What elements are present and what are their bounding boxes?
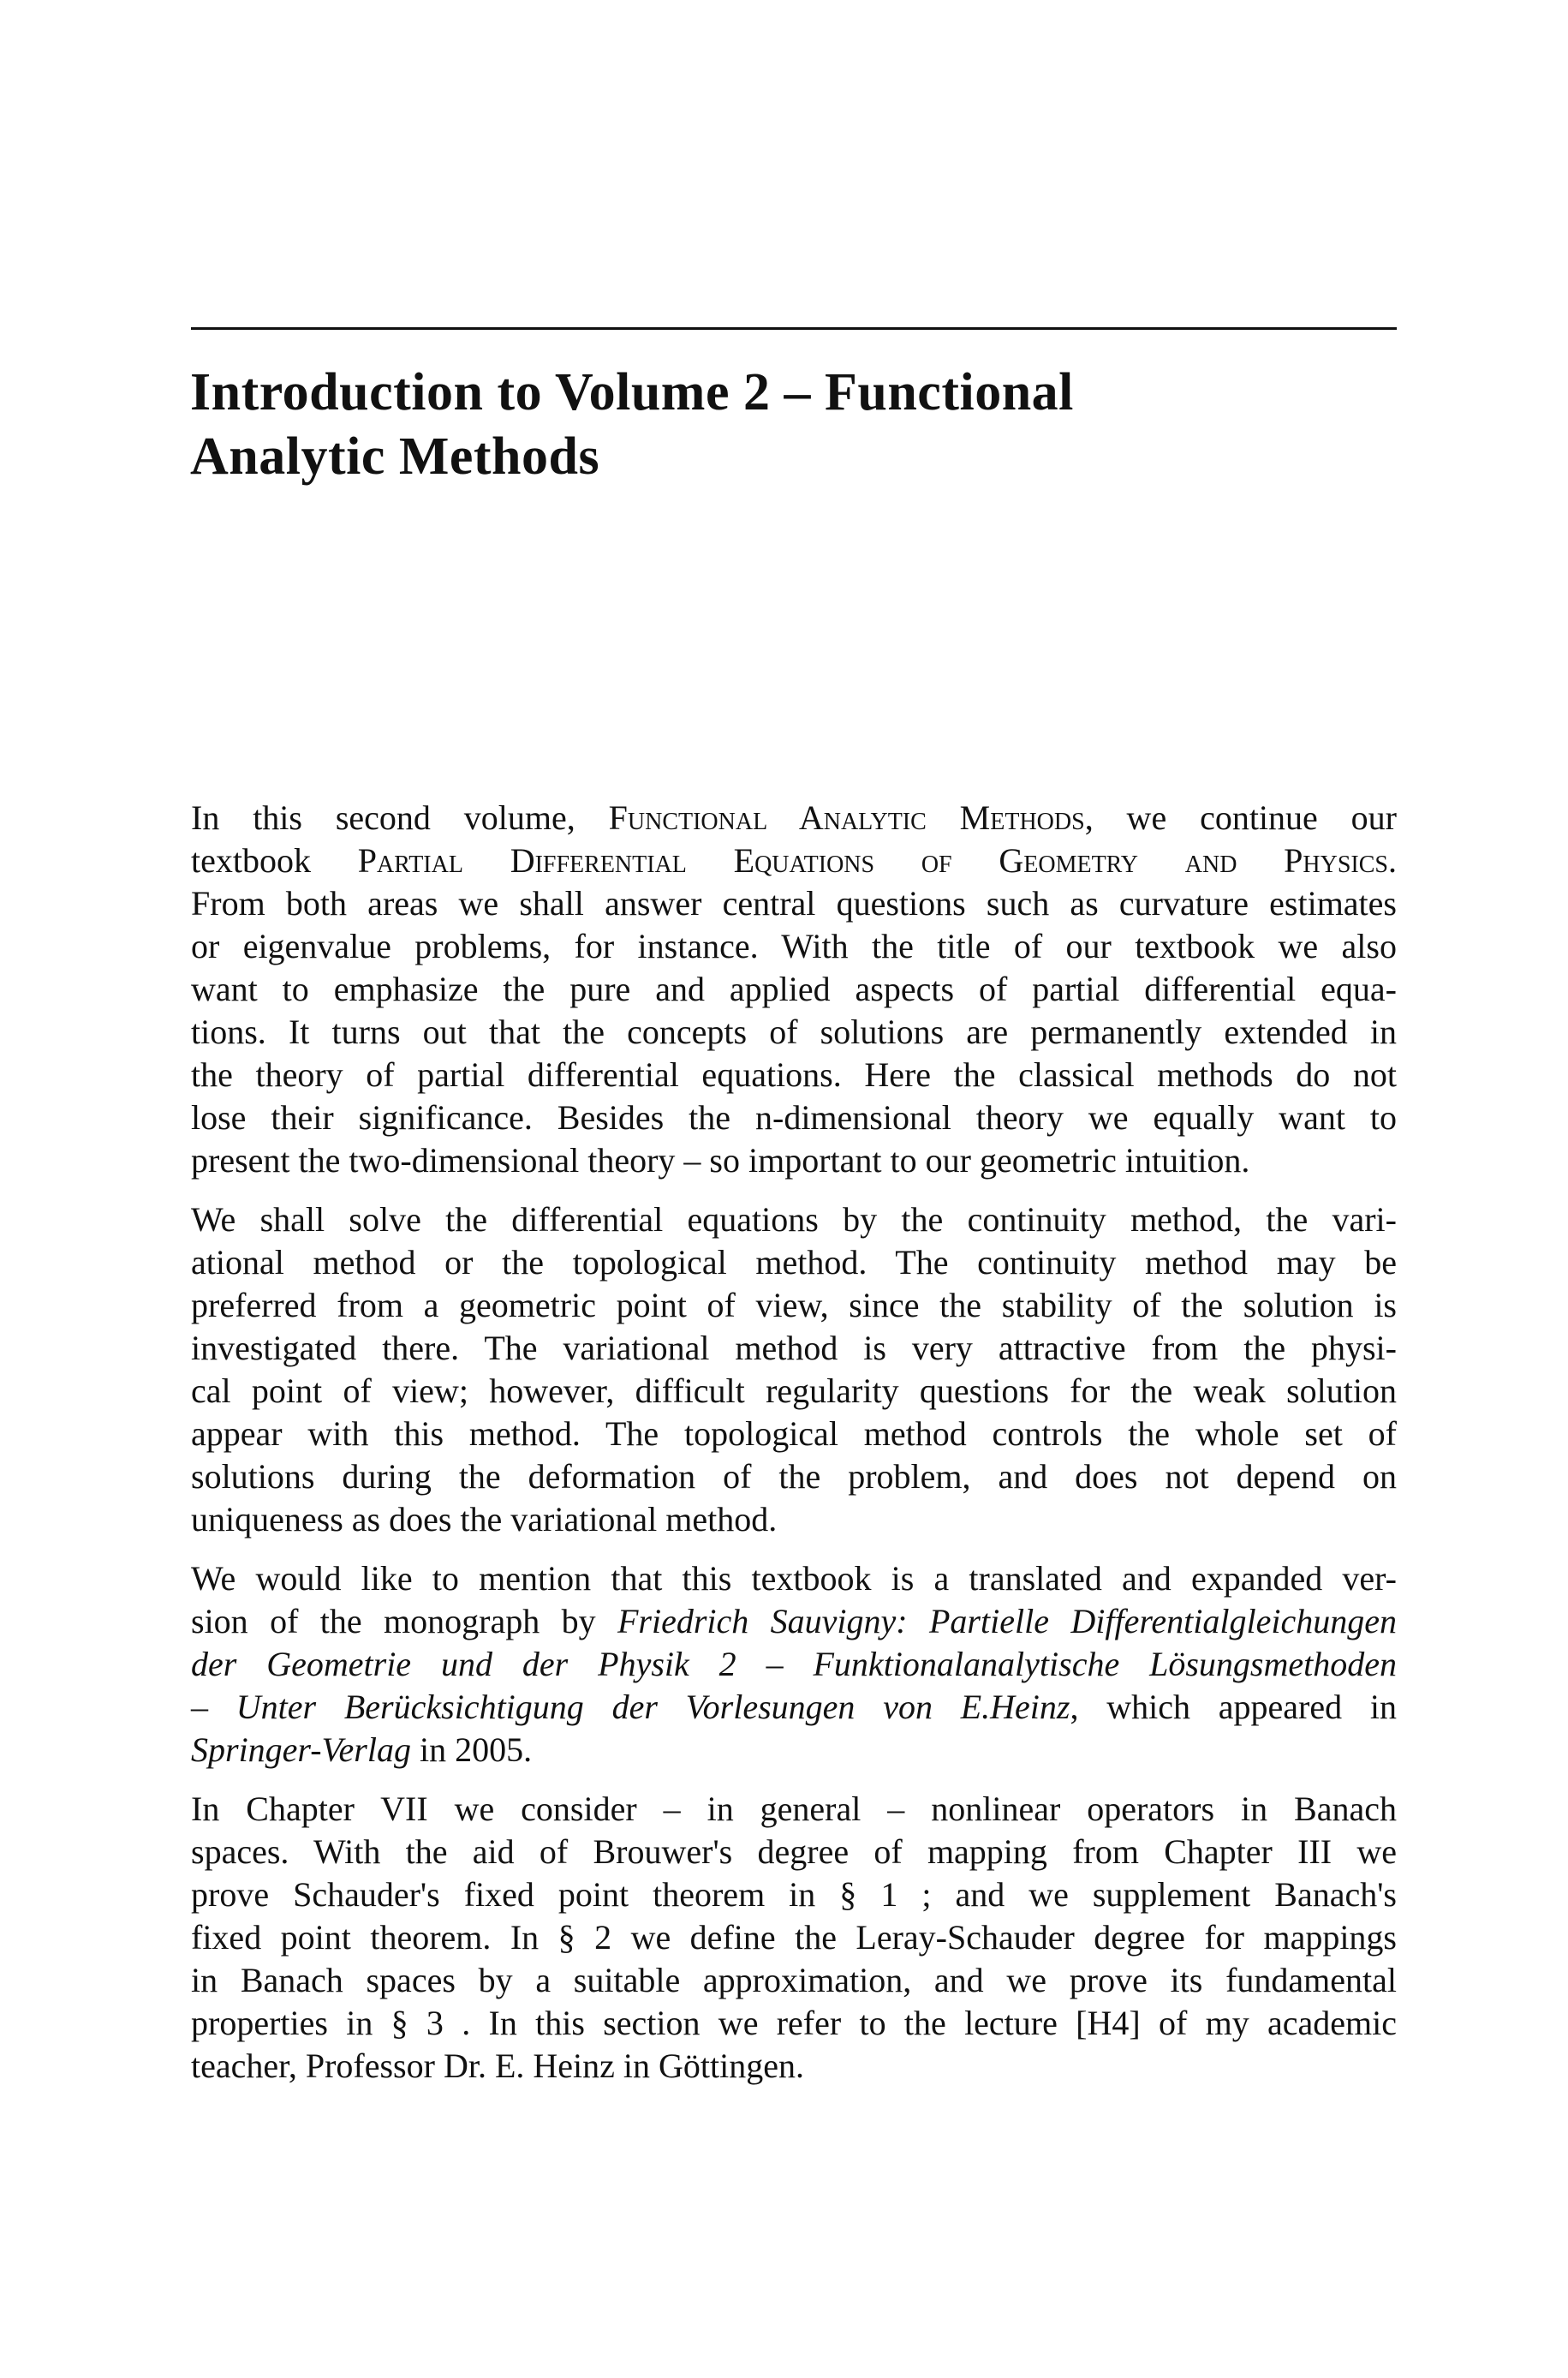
text-run: the theory of partial differential equations. Here the classical methods do not [191, 1055, 1397, 1094]
text-run: tions. It turns out that the concepts of solutions are permanently extended in [191, 1013, 1397, 1051]
text-line [191, 2045, 1397, 2088]
text-line [191, 1327, 1397, 1370]
text-run: . [1388, 841, 1398, 880]
header-rule [191, 327, 1397, 330]
text-line [191, 1498, 1397, 1541]
small-caps-text: Functional Analytic Methods [608, 798, 1085, 837]
paragraph [191, 1788, 1397, 2088]
chapter-title-line: Analytic Methods [190, 427, 600, 486]
text-run: fixed point theorem. In § 2 we define the Leray-Schauder degree for mappings [191, 1918, 1397, 1957]
text-run: cal point of view; however, difficult regularity questions for the weak solution [191, 1371, 1397, 1410]
text-run: uniqueness as does the variational method. [191, 1500, 778, 1539]
text-run: preferred from a geometric point of view, since the stability of the solution is [191, 1286, 1397, 1324]
text-line [191, 1455, 1397, 1498]
text-line [191, 968, 1397, 1011]
text-line [191, 797, 1397, 839]
chapter-title-line: Introduction to Volume 2 – Functional [190, 363, 1074, 421]
text-run: in Banach spaces by a suitable approximation, and we prove its fundamental [191, 1961, 1397, 1999]
text-line [191, 1370, 1397, 1413]
chapter-title [190, 361, 1396, 489]
text-run: In this second volume, [191, 798, 609, 837]
text-run: In Chapter VII we consider – in general – nonlinear operators in Banach [191, 1789, 1397, 1828]
text-run: want to emphasize the pure and applied aspects of partial differential equa- [191, 970, 1397, 1008]
italic-text: – Unter Berücksichtigung der Vorlesungen von E.Heinz [191, 1688, 1070, 1726]
paragraph [191, 1198, 1397, 1541]
text-run: , which appeared in [1070, 1688, 1398, 1726]
text-line [191, 1139, 1397, 1182]
text-run: textbook [191, 841, 358, 880]
text-line [191, 1959, 1397, 2002]
text-line [191, 1096, 1397, 1139]
text-run: appear with this method. The topological method controls the whole set of [191, 1414, 1397, 1453]
text-line [191, 2002, 1397, 2045]
text-run: sion of the monograph by [191, 1602, 617, 1640]
text-run: investigated there. The variational method is very attractive from the physi- [191, 1329, 1397, 1367]
text-line [191, 1643, 1397, 1686]
text-run: We would like to mention that this textbook is a translated and expanded ver- [191, 1559, 1397, 1598]
text-line [191, 1011, 1397, 1054]
italic-text: der Geometrie und der Physik 2 – Funktionalanalytische Lösungsmethoden [191, 1645, 1397, 1683]
text-line [191, 1686, 1397, 1729]
body-text [191, 797, 1397, 2104]
italic-text: Springer-Verlag [191, 1730, 411, 1769]
text-line [191, 1557, 1397, 1600]
text-run: prove Schauder's fixed point theorem in § 1 ; and we supplement Banach's [191, 1875, 1397, 1914]
text-line [191, 1873, 1397, 1916]
text-run: in 2005. [410, 1730, 533, 1769]
text-run: spaces. With the aid of Brouwer's degree of mapping from Chapter III we [191, 1832, 1397, 1871]
text-line [191, 1241, 1397, 1284]
italic-text: Friedrich Sauvigny: Partielle Differentialgleichungen [617, 1602, 1397, 1640]
small-caps-text: Partial Differential Equations of Geometry and Physics [357, 841, 1389, 880]
text-run: teacher, Professor Dr. E. Heinz in Göttingen. [191, 2046, 804, 2085]
text-run: ational method or the topological method. The continuity method may be [191, 1243, 1397, 1282]
text-run: properties in § 3 . In this section we refer to the lecture [H4] of my academic [191, 2004, 1397, 2042]
text-line [191, 1916, 1397, 1959]
text-run: From both areas we shall answer central questions such as curvature estimates [191, 884, 1397, 923]
text-run: or eigenvalue problems, for instance. With the title of our textbook we also [191, 927, 1397, 965]
text-run: solutions during the deformation of the problem, and does not depend on [191, 1457, 1397, 1496]
text-line [191, 1413, 1397, 1455]
text-line [191, 1600, 1397, 1643]
text-line [191, 882, 1397, 925]
text-run: We shall solve the differential equations by the continuity method, the vari- [191, 1200, 1397, 1239]
text-line [191, 839, 1397, 882]
text-line [191, 1284, 1397, 1327]
text-line [191, 1729, 1397, 1772]
text-run: lose their significance. Besides the n-dimensional theory we equally want to [191, 1098, 1397, 1137]
text-run: present the two-dimensional theory – so important to our geometric intuition. [191, 1141, 1250, 1180]
paragraph [191, 1557, 1397, 1772]
text-line [191, 1054, 1397, 1096]
text-line [191, 1198, 1397, 1241]
text-line [191, 1831, 1397, 1873]
text-run: , we continue our [1084, 798, 1397, 837]
text-line [191, 925, 1397, 968]
text-line [191, 1788, 1397, 1831]
paragraph [191, 797, 1397, 1182]
